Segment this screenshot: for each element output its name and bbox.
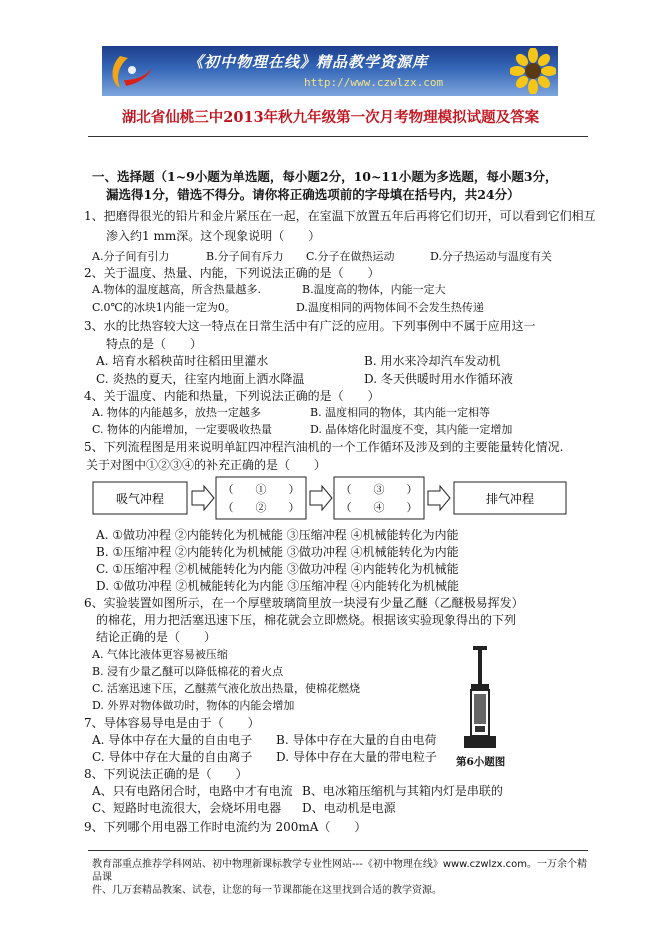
q1-stem-line1: 1、把磨得很光的铅片和金片紧压在一起，在室温下放置五年后再将它们切开，可以看到它们相互: [84, 209, 596, 223]
q2-stem: 2、关于温度、热量、内能，下列说法正确的是（ ）: [84, 266, 380, 280]
q4-stem: 4、关于温度、内能和热量，下列说法正确的是（ ）: [84, 389, 380, 403]
q6-option-b: B. 浸有少量乙醚可以降低棉花的着火点: [92, 665, 284, 678]
q8-option-c: C、短路时电流很大，会烧坏用电器: [92, 801, 282, 815]
q5-option-b: B. ①压缩冲程 ②内能转化为机械能 ③做功冲程 ④机械能转化为内能: [96, 545, 459, 559]
q7-option-a: A. 导体中存在大量的自由电子: [92, 733, 253, 747]
q6-stem-line1: 6、实验装置如图所示，在一个厚壁玻璃筒里放一块浸有少量乙醚（乙醚极易挥发）: [84, 596, 524, 610]
q8-option-a: A、只有电路闭合时，电路中才有电流: [92, 784, 293, 798]
section-heading-line1: 一、选择题（1~9小题为单选题，每小题2分，10~11小题为多选题，每小题3分，: [92, 169, 558, 184]
q6-option-d: D. 外界对物体做功时，物体的内能会增加: [92, 699, 295, 712]
q2-option-a: A.物体的温度越高，所含热量越多.: [92, 283, 261, 296]
document-title: 湖北省仙桃三中2013年秋九年级第一次月考物理模拟试题及答案: [121, 109, 540, 126]
q3-stem-line1: 3、水的比热容较大这一特点在日常生活中有广泛的应用。下列事例中不属于应用这一: [84, 319, 536, 333]
flow-arrow-2: [310, 486, 332, 510]
q5-option-d: D. ①做功冲程 ②机械能转化为内能 ③压缩冲程 ④内能转化为机械能: [96, 579, 460, 593]
flow-box-intake-label: 吸气冲程: [115, 492, 165, 506]
footer-note: [92, 858, 592, 897]
flow-arrow-3: [428, 486, 450, 510]
q3-option-d: D. 冬天供暖时用水作循环液: [364, 372, 513, 386]
q7-option-b: B. 导体中存在大量的自由电荷: [276, 733, 437, 747]
title-divider: [88, 136, 588, 137]
q5-stem-line1: 5、下列流程图是用来说明单缸四冲程汽油机的一个工作循环及涉及到的主要能量转化情况.: [84, 440, 564, 454]
q2-option-c: C.0℃的冰块1内能一定为0。: [92, 301, 236, 314]
q3-option-a: A. 培育水稻秧苗时往稻田里灌水: [96, 354, 269, 368]
q1-option-d: D.分子热运动与温度有关: [430, 250, 552, 263]
q7-option-c: C. 导体中存在大量的自由离子: [92, 750, 253, 764]
engine-cycle-flowchart: [92, 476, 570, 520]
q8-option-d: D、电动机是电源: [302, 801, 396, 815]
flow-arrow-1: [192, 486, 214, 510]
q8-stem: 8、下列说法正确的是（ ）: [84, 767, 248, 781]
q5-stem-line2: 关于对图中①②③④的补充正确的是（ ）: [86, 458, 327, 472]
q5-option-a: A. ①做功冲程 ②内能转化为机械能 ③压缩冲程 ④机械能转化为内能: [96, 528, 459, 542]
q1-option-a: A.分子间有引力: [92, 250, 170, 263]
footer-divider: [88, 850, 588, 851]
q6-option-a: A. 气体比液体更容易被压缩: [92, 648, 228, 661]
q4-option-d: D. 晶体熔化时温度不变，其内能一定增加: [310, 423, 513, 436]
section-heading-line2: 漏选得1分，错选不得分。请你将正确选项前的字母填在括号内，共24分）: [106, 187, 520, 202]
q3-stem-line2: 特点的是（ ）: [106, 337, 203, 351]
flow-blank-4: （ ④ ）: [340, 502, 418, 514]
site-logo-icon: [106, 50, 156, 92]
q6-stem-line2: 的棉花，用力把活塞迅速下压，棉花就会立即燃烧。根据该实验现象得出的下列: [96, 613, 517, 627]
banner-title: 《初中物理在线》精品教学资源库: [188, 53, 429, 71]
q7-stem: 7、导体容易导电是由于（ ）: [84, 716, 260, 730]
q7-option-d: D. 导体中存在大量的带电粒子: [276, 750, 437, 764]
q4-option-b: B. 温度相同的物体，其内能一定相等: [310, 406, 491, 419]
sunflower-icon: [510, 48, 556, 94]
banner-url[interactable]: http://www.czwlzx.com: [304, 76, 444, 89]
q3-option-c: C. 炎热的夏天，往室内地面上洒水降温: [96, 372, 305, 386]
q6-stem-line3: 结论正确的是（ ）: [96, 630, 217, 644]
q1-option-b: B.分子间有斥力: [206, 250, 284, 263]
footer-line2: 件、几万套精品教案、试卷，让您的每一节课都能在这里找到合适的教学资源。: [92, 885, 442, 896]
q1-stem-line2: 渗入约1 mm深。这个现象说明（ ）: [106, 229, 321, 243]
q3-option-b: B. 用水来冷却汽车发动机: [364, 354, 501, 368]
q2-option-d: D.温度相同的两物体间不会发生热传递: [296, 301, 484, 314]
q6-option-c: C. 活塞迅速下压，乙醚蒸气液化放出热量，使棉花燃烧: [92, 682, 361, 695]
q2-option-b: B.温度高的物体，内能一定大: [302, 283, 446, 296]
q4-option-a: A. 物体的内能越多，放热一定越多: [92, 406, 261, 419]
q9-stem: 9、下列哪个用电器工作时电流约为 200mA（ ）: [84, 820, 367, 834]
q6-figure-caption: 第6小题图: [456, 756, 506, 768]
flow-blank-2: （ ② ）: [222, 502, 300, 514]
q4-option-c: C. 物体的内能增加，一定要吸收热量: [92, 423, 273, 436]
flow-blank-3: （ ③ ）: [340, 484, 418, 496]
header-banner: [102, 46, 558, 96]
q1-option-c: C.分子在做热运动: [306, 250, 395, 263]
glass-cylinder-piston-figure: [462, 646, 498, 750]
flow-box-exhaust-label: 排气冲程: [485, 492, 535, 506]
q8-option-b: B、电冰箱压缩机与其箱内灯是串联的: [302, 784, 503, 798]
q5-option-c: C. ①压缩冲程 ②机械能转化为内能 ③做功冲程 ④内能转化为机械能: [96, 562, 459, 576]
flow-blank-1: （ ① ）: [222, 484, 300, 496]
footer-line1: 教育部重点推荐学科网站、初中物理新课标教学专业性网站---《初中物理在线》www.czwlzx.com。一万余个精品课: [92, 859, 588, 883]
